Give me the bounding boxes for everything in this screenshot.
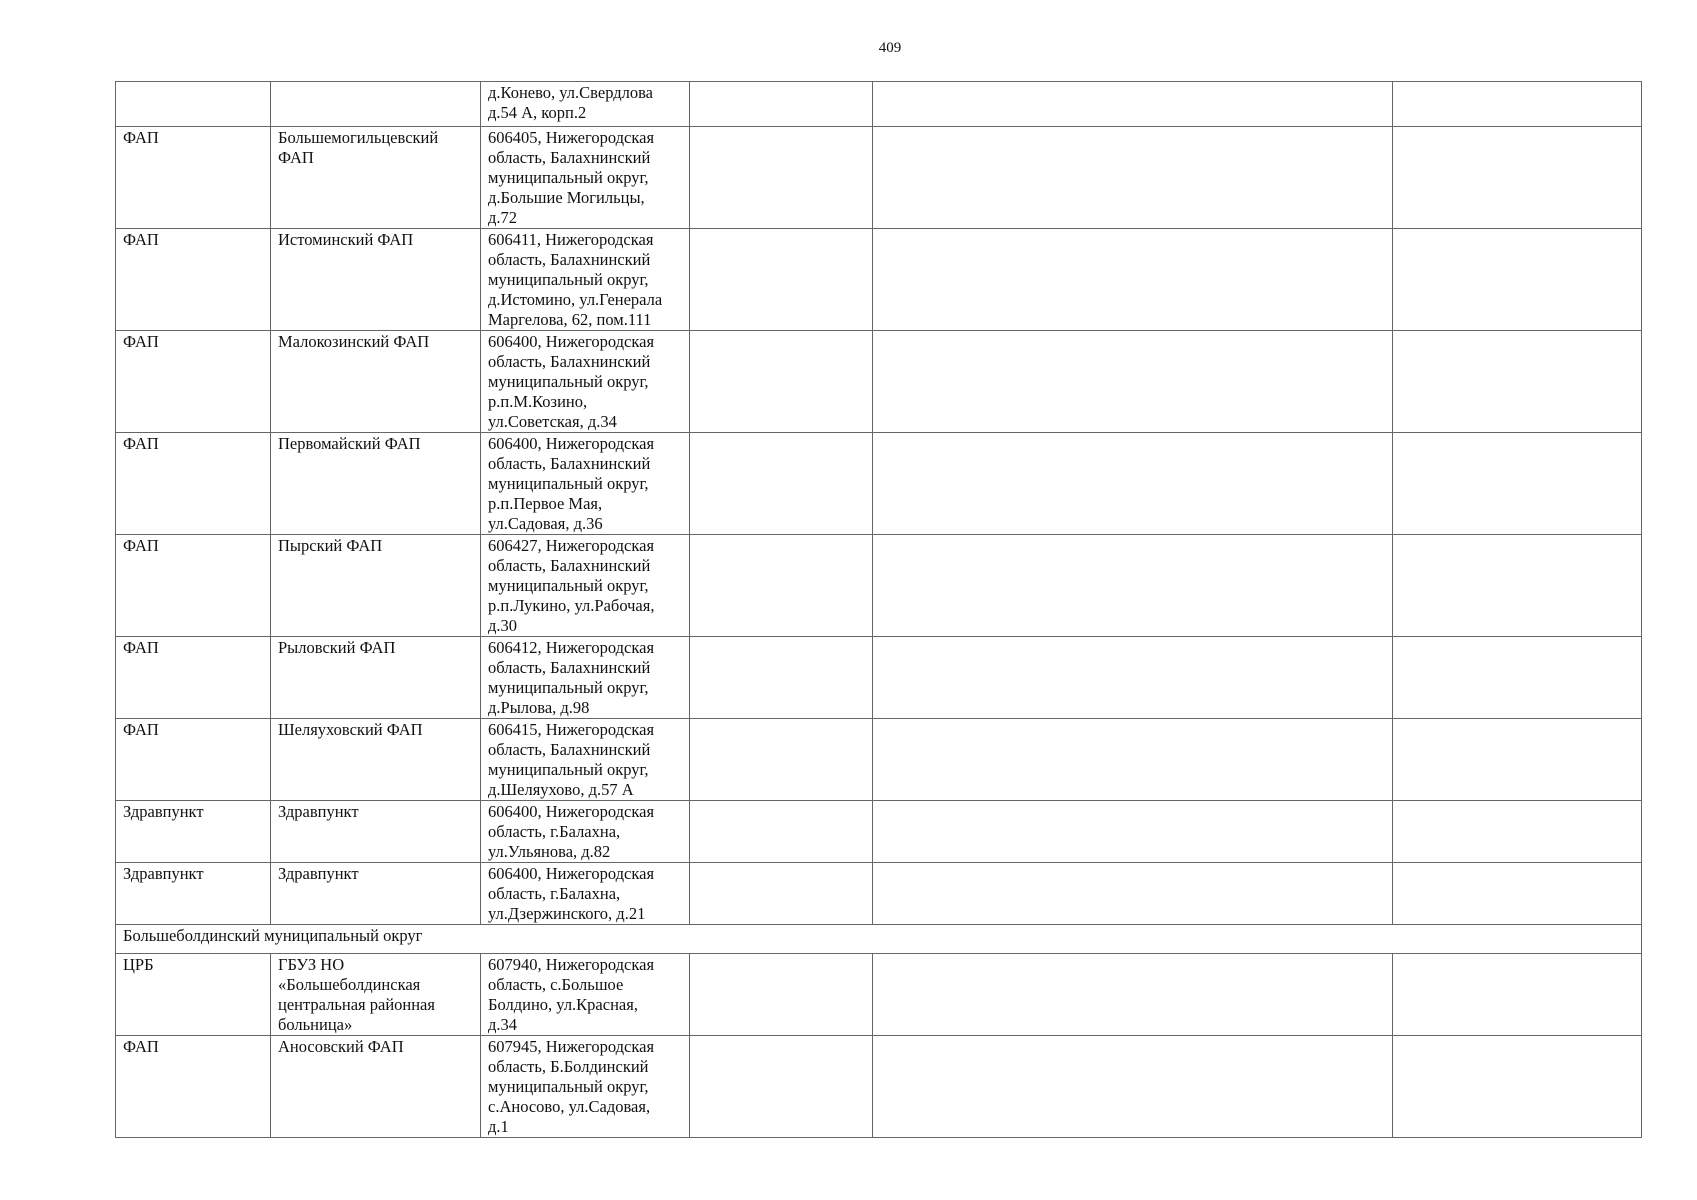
empty-cell bbox=[690, 433, 873, 535]
table-row bbox=[116, 801, 1642, 863]
facility-name-cell: Здравпункт bbox=[271, 863, 481, 925]
facility-address-cell: 607945, Нижегородская область, Б.Болдинский муниципальный округ, с.Аносово, ул.Садовая, д.1 bbox=[481, 1036, 690, 1138]
facility-name-cell: Первомайский ФАП bbox=[271, 433, 481, 535]
empty-cell bbox=[873, 127, 1393, 229]
empty-cell bbox=[690, 863, 873, 925]
table-row bbox=[116, 1036, 1642, 1138]
facility-name-cell: Шеляуховский ФАП bbox=[271, 719, 481, 801]
facilities-table bbox=[115, 81, 1642, 1138]
empty-cell bbox=[690, 954, 873, 1036]
facility-name-cell: Малокозинский ФАП bbox=[271, 331, 481, 433]
empty-cell bbox=[1393, 719, 1642, 801]
facility-type-cell: Здравпункт bbox=[116, 801, 271, 863]
page-number: 409 bbox=[878, 40, 902, 56]
empty-cell bbox=[873, 535, 1393, 637]
facility-type-cell: ФАП bbox=[116, 433, 271, 535]
table-row bbox=[116, 863, 1642, 925]
empty-cell bbox=[873, 1036, 1393, 1138]
facility-address-cell: 606400, Нижегородская область, г.Балахна, ул.Дзержинского, д.21 bbox=[481, 863, 690, 925]
table-row bbox=[116, 229, 1642, 331]
empty-cell bbox=[873, 863, 1393, 925]
empty-cell bbox=[873, 954, 1393, 1036]
facility-name-cell: ГБУЗ НО «Большеболдинская центральная районная больница» bbox=[271, 954, 481, 1036]
table-row bbox=[116, 719, 1642, 801]
facility-address-cell: 606415, Нижегородская область, Балахнинский муниципальный округ, д.Шеляухово, д.57 А bbox=[481, 719, 690, 801]
section-header-row bbox=[116, 925, 1642, 954]
table-row bbox=[116, 954, 1642, 1036]
facility-name-cell: Большемогильцевский ФАП bbox=[271, 127, 481, 229]
facility-type-cell: ФАП bbox=[116, 719, 271, 801]
facility-type-cell: ЦРБ bbox=[116, 954, 271, 1036]
empty-cell bbox=[1393, 954, 1642, 1036]
facility-name-cell: Пырский ФАП bbox=[271, 535, 481, 637]
facility-type-cell: ФАП bbox=[116, 229, 271, 331]
facility-address-cell: 606427, Нижегородская область, Балахнинский муниципальный округ, р.п.Лукино, ул.Рабочая, д.30 bbox=[481, 535, 690, 637]
facility-type-cell: ФАП bbox=[116, 331, 271, 433]
table-row bbox=[116, 637, 1642, 719]
table-row bbox=[116, 331, 1642, 433]
empty-cell bbox=[1393, 82, 1642, 127]
empty-cell bbox=[873, 229, 1393, 331]
empty-cell bbox=[690, 331, 873, 433]
facility-type-cell: ФАП bbox=[116, 127, 271, 229]
facility-name-cell: Аносовский ФАП bbox=[271, 1036, 481, 1138]
facility-type-cell: ФАП bbox=[116, 1036, 271, 1138]
facility-name-cell: Здравпункт bbox=[271, 801, 481, 863]
table-row bbox=[116, 433, 1642, 535]
table-row bbox=[116, 127, 1642, 229]
empty-cell bbox=[690, 82, 873, 127]
empty-cell bbox=[873, 433, 1393, 535]
facility-address-cell: 606400, Нижегородская область, г.Балахна, ул.Ульянова, д.82 bbox=[481, 801, 690, 863]
facility-address-cell: 606411, Нижегородская область, Балахнинский муниципальный округ, д.Истомино, ул.Генерала Маргелова, 62, пом.111 bbox=[481, 229, 690, 331]
empty-cell bbox=[1393, 1036, 1642, 1138]
empty-cell bbox=[690, 719, 873, 801]
empty-cell bbox=[1393, 801, 1642, 863]
facility-type-cell bbox=[116, 82, 271, 127]
empty-cell bbox=[690, 637, 873, 719]
facility-name-cell bbox=[271, 82, 481, 127]
empty-cell bbox=[1393, 535, 1642, 637]
facility-type-cell: ФАП bbox=[116, 637, 271, 719]
empty-cell bbox=[690, 127, 873, 229]
table-row bbox=[116, 535, 1642, 637]
facility-address-cell: 606400, Нижегородская область, Балахнинский муниципальный округ, р.п.М.Козино, ул.Советская, д.34 bbox=[481, 331, 690, 433]
empty-cell bbox=[1393, 127, 1642, 229]
section-title: Большеболдинский муниципальный округ bbox=[116, 925, 1642, 954]
facility-address-cell: 606405, Нижегородская область, Балахнинский муниципальный округ, д.Большие Могильцы, д.72 bbox=[481, 127, 690, 229]
empty-cell bbox=[1393, 229, 1642, 331]
facility-name-cell: Рыловский ФАП bbox=[271, 637, 481, 719]
empty-cell bbox=[873, 82, 1393, 127]
empty-cell bbox=[690, 1036, 873, 1138]
empty-cell bbox=[1393, 863, 1642, 925]
facility-address-cell: 606400, Нижегородская область, Балахнинский муниципальный округ, р.п.Первое Мая, ул.Садовая, д.36 bbox=[481, 433, 690, 535]
facility-address-cell: 607940, Нижегородская область, с.Большое Болдино, ул.Красная, д.34 bbox=[481, 954, 690, 1036]
empty-cell bbox=[690, 801, 873, 863]
facility-address-cell: д.Конево, ул.Свердлова д.54 А, корп.2 bbox=[481, 82, 690, 127]
empty-cell bbox=[873, 801, 1393, 863]
empty-cell bbox=[873, 719, 1393, 801]
facility-address-cell: 606412, Нижегородская область, Балахнинский муниципальный округ, д.Рылова, д.98 bbox=[481, 637, 690, 719]
empty-cell bbox=[873, 331, 1393, 433]
table-body bbox=[116, 82, 1642, 1138]
facility-type-cell: ФАП bbox=[116, 535, 271, 637]
empty-cell bbox=[1393, 331, 1642, 433]
facility-type-cell: Здравпункт bbox=[116, 863, 271, 925]
empty-cell bbox=[873, 637, 1393, 719]
empty-cell bbox=[1393, 637, 1642, 719]
table-row bbox=[116, 82, 1642, 127]
facility-name-cell: Истоминский ФАП bbox=[271, 229, 481, 331]
empty-cell bbox=[1393, 433, 1642, 535]
empty-cell bbox=[690, 229, 873, 331]
empty-cell bbox=[690, 535, 873, 637]
